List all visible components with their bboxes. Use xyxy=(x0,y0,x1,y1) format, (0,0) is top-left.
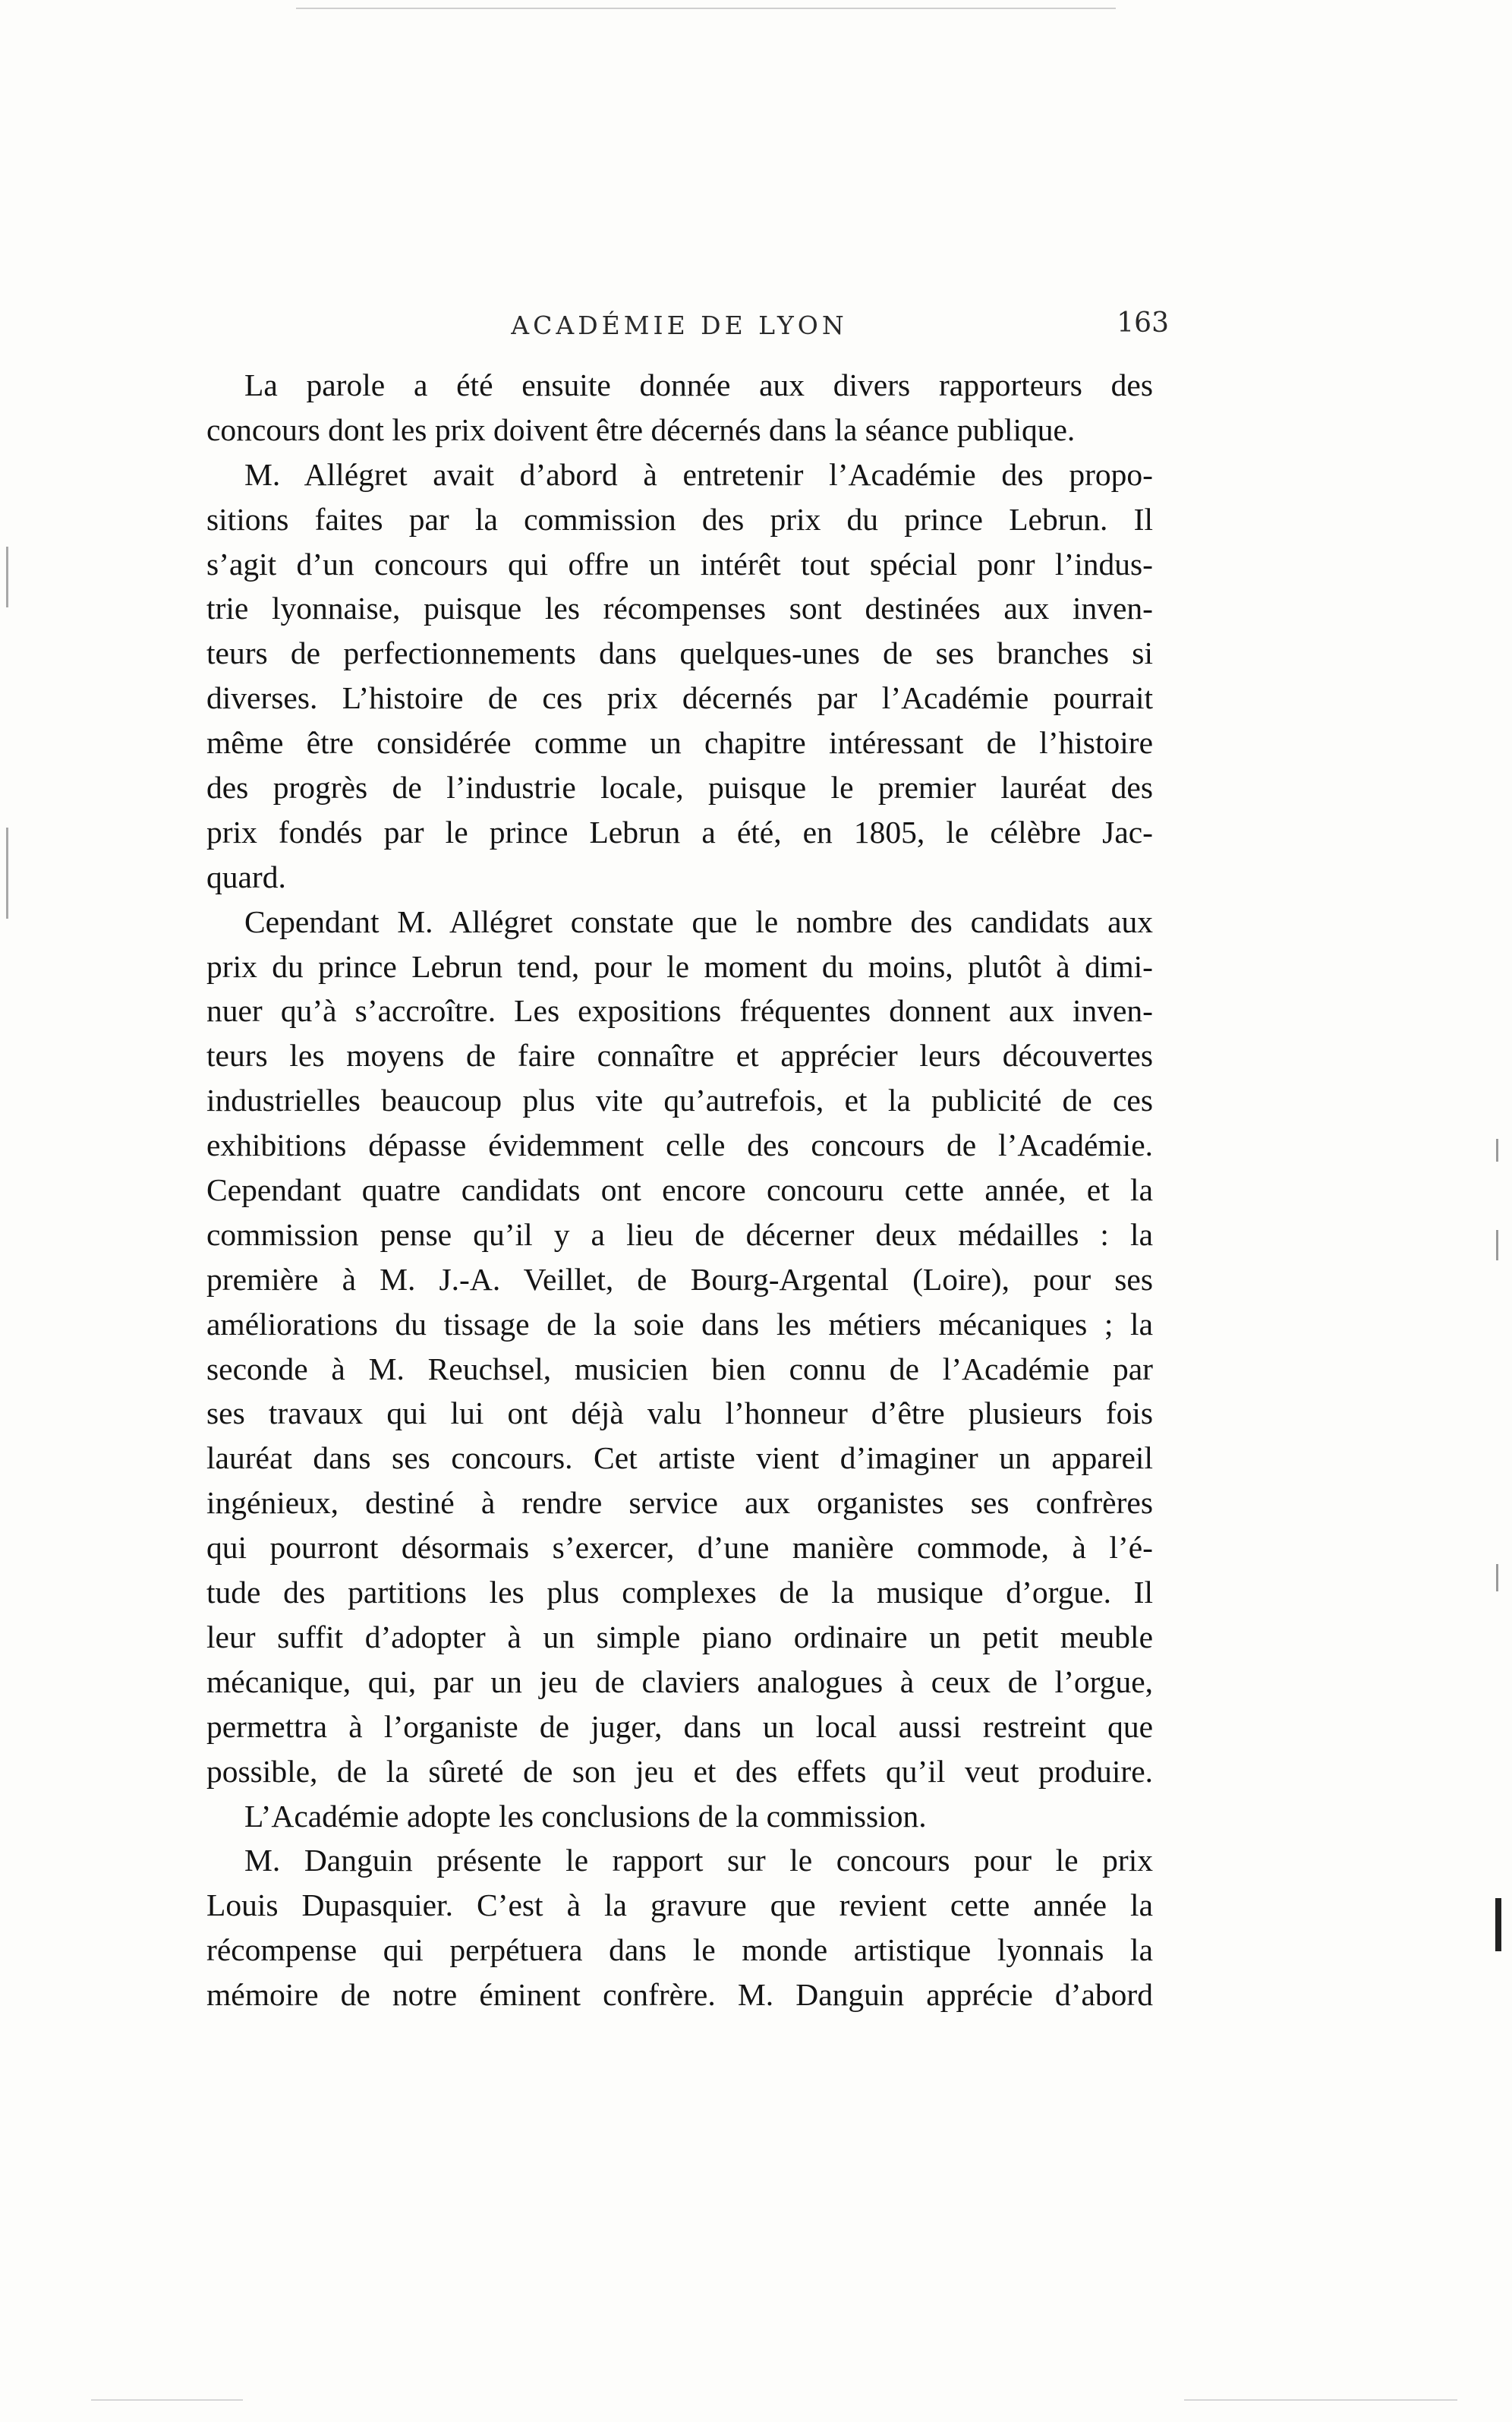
running-title: ACADÉMIE DE LYON xyxy=(511,311,848,340)
text-line: industrielles beaucoup plus vite qu’autrefois, et la publicité de ces xyxy=(206,1083,1153,1118)
text-line: prix fondés par le prince Lebrun a été, en 1805, le célèbre Jac- xyxy=(206,814,1153,850)
scan-edge-rule-bottom xyxy=(91,2399,243,2401)
scan-edge-rule-bottom xyxy=(1184,2399,1457,2401)
text-line: Cependant quatre candidats ont encore concouru cette année, et la xyxy=(206,1172,1153,1208)
text-line: concours dont les prix doivent être décernés dans la séance publique. xyxy=(206,412,1076,447)
text-line: récompense qui perpétuera dans le monde artistique lyonnais la xyxy=(206,1932,1153,1968)
text-line: M. Danguin présente le rapport sur le concours pour le prix xyxy=(244,1843,1153,1878)
scan-edge-mark xyxy=(1495,1898,1501,1951)
text-line: améliorations du tissage de la soie dans les métiers mécaniques ; la xyxy=(206,1306,1153,1342)
text-line: Louis Dupasquier. C’est à la gravure que revient cette année la xyxy=(206,1887,1153,1923)
body-text xyxy=(206,363,1153,2017)
text-line: prix du prince Lebrun tend, pour le moment du moins, plutôt à dimi- xyxy=(206,948,1153,984)
text-line: teurs de perfectionnements dans quelques-unes de ses branches si xyxy=(206,635,1153,671)
text-line: nuer qu’à s’accroître. Les expositions fréquentes donnent aux inven- xyxy=(206,993,1153,1029)
text-line: seconde à M. Reuchsel, musicien bien connu de l’Académie par xyxy=(206,1351,1153,1386)
text-line: M. Allégret avait d’abord à entretenir l’Académie des propo- xyxy=(244,456,1153,492)
text-line: ses travaux qui lui ont déjà valu l’honneur d’être plusieurs fois xyxy=(206,1395,1153,1431)
text-line: possible, de la sûreté de son jeu et des effets qu’il veut produire. xyxy=(206,1753,1153,1789)
running-head xyxy=(205,307,1169,353)
scan-edge-mark-left xyxy=(6,547,8,607)
scan-edge-mark xyxy=(1496,1230,1498,1260)
text-line: leur suffit d’adopter à un simple piano ordinaire un petit meuble xyxy=(206,1619,1153,1654)
text-line: L’Académie adopte les conclusions de la commission. xyxy=(244,1798,927,1834)
text-line: trie lyonnaise, puisque les récompenses sont destinées aux inven- xyxy=(206,591,1153,626)
text-line: mécanique, qui, par un jeu de claviers analogues à ceux de l’orgue, xyxy=(206,1664,1153,1699)
text-line: qui pourront désormais s’exercer, d’une manière commode, à l’é- xyxy=(206,1530,1153,1566)
scan-edge-mark-left xyxy=(6,828,8,919)
text-line: s’agit d’un concours qui offre un intérêt tout spécial ponr l’indus- xyxy=(206,546,1153,582)
text-line: première à M. J.-A. Veillet, de Bourg-Argental (Loire), pour ses xyxy=(206,1261,1153,1297)
text-line: tude des partitions les plus complexes de la musique d’orgue. Il xyxy=(206,1575,1153,1610)
text-line: même être considérée comme un chapitre intéressant de l’histoire xyxy=(206,725,1153,761)
text-line: quard. xyxy=(206,859,286,894)
text-line: permettra à l’organiste de juger, dans un local aussi restreint que xyxy=(206,1708,1153,1744)
scan-edge-mark xyxy=(1496,1139,1498,1162)
text-line: La parole a été ensuite donnée aux divers rapporteurs des xyxy=(244,367,1153,402)
text-line: Cependant M. Allégret constate que le nombre des candidats aux xyxy=(244,904,1153,939)
text-line: sitions faites par la commission des prix du prince Lebrun. Il xyxy=(206,501,1153,537)
text-line: commission pense qu’il y a lieu de décerner deux médailles : la xyxy=(206,1216,1153,1252)
scan-edge-rule-top xyxy=(296,8,1116,9)
text-line: lauréat dans ses concours. Cet artiste vient d’imaginer un appareil xyxy=(206,1440,1153,1476)
scan-edge-mark xyxy=(1496,1564,1498,1591)
text-line: mémoire de notre éminent confrère. M. Danguin apprécie d’abord xyxy=(206,1977,1153,2013)
text-line: diverses. L’histoire de ces prix décernés par l’Académie pourrait xyxy=(206,680,1153,716)
text-line: teurs les moyens de faire connaître et apprécier leurs découvertes xyxy=(206,1038,1153,1074)
text-line: des progrès de l’industrie locale, puisque le premier lauréat des xyxy=(206,770,1153,806)
page-number: 163 xyxy=(1117,307,1169,339)
text-line: exhibitions dépasse évidemment celle des concours de l’Académie. xyxy=(206,1127,1153,1163)
text-line: ingénieux, destiné à rendre service aux organistes ses confrères xyxy=(206,1485,1153,1521)
